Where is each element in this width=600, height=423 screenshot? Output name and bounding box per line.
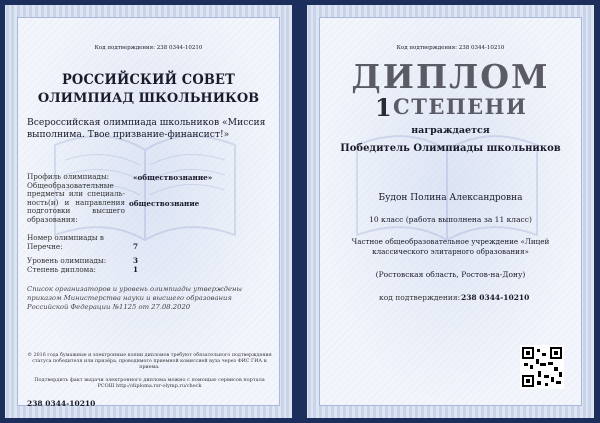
field-label-profile: Профиль олимпиады:	[27, 172, 110, 181]
council-title-line1: РОССИЙСКИЙ СОВЕТ	[61, 72, 236, 89]
qr-code	[520, 345, 564, 389]
diploma-right-page	[307, 5, 594, 418]
winner-text: Победитель Олимпиады школьников	[340, 143, 561, 154]
olympiad-title: Всероссийская олимпиада школьников «Миссия выполнима. Твое призвание-финансист!»	[27, 117, 266, 140]
degree-word: СТЕПЕНИ	[393, 94, 528, 119]
footnote-text: © 2016 года бумажные и электронные копии дипломов требуют обязательного подтверждения статуса победителя или призёра, проводимого приемной комиссией вуза через ФИС ГИА и приема.	[27, 353, 272, 370]
confirmation-code-top: Код подтверждения: 238 0344-10210	[396, 45, 505, 51]
approval-text: Список организаторов и уровень олимпиады утверждены приказом Министерства науки и высшего образования Российской Федерации №1125 от 27.08.2020	[27, 285, 242, 311]
bottom-code: 238 0344-10210	[27, 399, 96, 408]
diploma-left-page	[5, 5, 292, 418]
code-label: код подтверждения:	[379, 293, 461, 302]
field-label-subjects: Общеобразовательные предметы или специаль-ность(и) и направления подготовки высшего образования:	[27, 181, 125, 224]
field-value-number: 7	[133, 242, 139, 251]
field-label-number: Номер олимпиады в Перечне:	[27, 233, 104, 251]
school-name: Частное общеобразовательное учреждение «Лицей классического элитарного образования»	[351, 237, 550, 256]
code-value: 238 0344-10210	[461, 293, 530, 302]
degree-number: 1	[375, 93, 392, 122]
field-value-level: 3	[133, 256, 139, 265]
field-label-level: Уровень олимпиады:	[27, 256, 107, 265]
student-name: Будон Полина Александровна	[378, 193, 523, 203]
verify-text: Подтвердить факт выдачи электронного диплома можно с помощью сервисов портала РСОШ http://diploma.rsr-olymp.ru/check	[34, 377, 265, 390]
diploma-heading: ДИПЛОМ	[351, 57, 550, 96]
field-label-degree: Степень диплома:	[27, 265, 96, 274]
awarded-text: награждается	[411, 125, 490, 136]
grade-text: 10 класс (работа выполнена за 11 класс)	[369, 215, 532, 224]
field-value-profile: «обществознание»	[133, 173, 213, 182]
confirmation-code-top: Код подтверждения: 238 0344-10210	[94, 45, 203, 51]
school-location: (Ростовская область, Ростов-на-Дону)	[375, 270, 526, 279]
field-value-subjects: обществознание	[129, 199, 200, 208]
field-value-degree: 1	[133, 265, 139, 274]
council-title-line2: ОЛИМПИАД ШКОЛЬНИКОВ	[37, 91, 260, 106]
